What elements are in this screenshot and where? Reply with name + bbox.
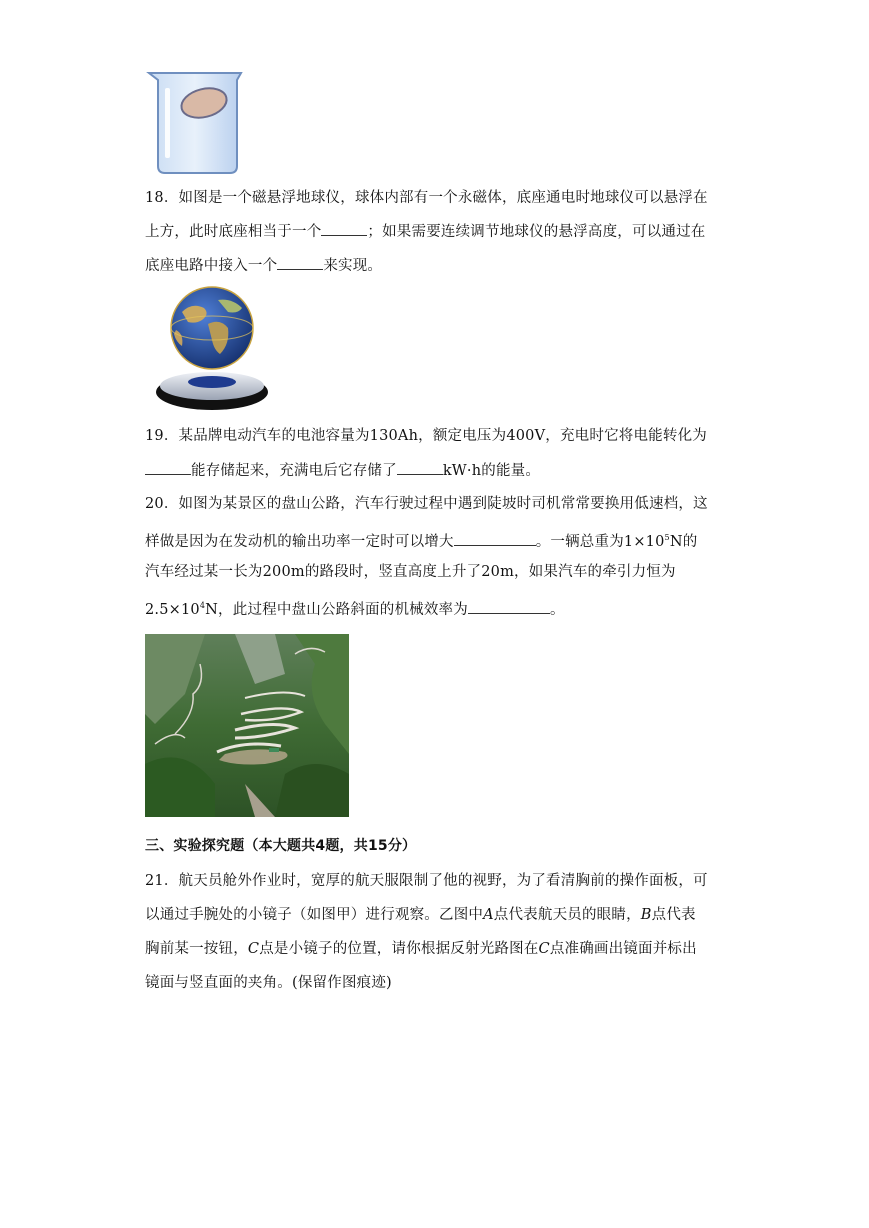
exponent: 5 xyxy=(664,533,670,542)
q18-line-1: 18．如图是一个磁悬浮地球仪，球体内部有一个永磁体，底座通电时地球仪可以悬浮在 xyxy=(145,190,708,206)
q19-answer-blank-1[interactable] xyxy=(145,460,191,475)
q18-line-3 xyxy=(145,255,382,276)
q21-text: 点准确画出镜面并标出 xyxy=(549,941,697,957)
q20-line-2 xyxy=(145,528,697,552)
exponent: 4 xyxy=(199,601,206,610)
q21-line-3 xyxy=(145,939,697,959)
q20-line-3: 汽车经过某一长为200m的路段时，竖直高度上升了20m，如果汽车的牵引力恒为 xyxy=(145,564,676,580)
beaker-figure xyxy=(145,70,245,176)
q20-line-1: 20．如图为某景区的盘山公路，汽车行驶过程中遇到陡坡时司机常常要换用低速档，这 xyxy=(145,496,708,512)
q21-text: 以通过手腕处的小镜子（如图甲）进行观察。乙图中 xyxy=(145,907,484,923)
section-3-heading: 三、实验探究题（本大题共4题，共15分） xyxy=(145,838,417,854)
q19-line-1: 19．某品牌电动汽车的电池容量为130Ah，额定电压为400V，充电时它将电能转化为 xyxy=(145,428,707,444)
q18-text: ；如果需要连续调节地球仪的悬浮高度，可以通过在 xyxy=(367,224,706,240)
q20-text: 样做是因为在发动机的输出功率一定时可以增大 xyxy=(145,534,454,550)
q19-text: kW·h的能量。 xyxy=(442,463,541,479)
point-c-label: C xyxy=(247,941,260,957)
q21-text: 点代表 xyxy=(651,907,696,923)
q20-answer-blank-2[interactable] xyxy=(468,599,550,614)
q18-answer-blank-2[interactable] xyxy=(277,255,323,270)
q20-answer-blank-1[interactable] xyxy=(454,531,536,546)
q21-line-2 xyxy=(145,905,696,925)
q21-line-4: 镜面与竖直面的夹角。(保留作图痕迹) xyxy=(145,975,392,991)
q20-line-4 xyxy=(145,596,565,620)
point-c-label: C xyxy=(538,941,550,957)
point-b-label: B xyxy=(640,907,652,923)
q19-text: 能存储起来，充满电后它存储了 xyxy=(191,463,397,479)
mountain-road-photo xyxy=(145,634,349,817)
q20-text: N的 xyxy=(669,534,698,550)
q18-text: 上方，此时底座相当于一个 xyxy=(145,224,322,240)
q21-text: 点代表航天员的眼睛， xyxy=(493,907,641,923)
q18-line-2 xyxy=(145,221,706,242)
q21-text: 点是小镜子的位置，请你根据反射光路图在 xyxy=(259,941,539,957)
q21-line-1: 21．航天员舱外作业时，宽厚的航天服限制了他的视野，为了看清胸前的操作面板，可 xyxy=(145,873,708,889)
q19-answer-blank-2[interactable] xyxy=(397,460,443,475)
q20-text: 。一辆总重为1×10 xyxy=(535,534,665,550)
q21-text: 胸前某一按钮， xyxy=(145,941,248,957)
q18-answer-blank-1[interactable] xyxy=(321,221,367,236)
q19-line-2 xyxy=(145,460,540,481)
q20-text: 。 xyxy=(549,602,565,618)
point-a-label: A xyxy=(483,907,494,923)
maglev-globe-figure xyxy=(152,284,272,414)
q18-text: 底座电路中接入一个 xyxy=(145,258,278,274)
q20-text: N，此过程中盘山公路斜面的机械效率为 xyxy=(205,602,468,618)
q20-text: 2.5×10 xyxy=(145,602,200,618)
q18-text: 来实现。 xyxy=(323,258,383,274)
